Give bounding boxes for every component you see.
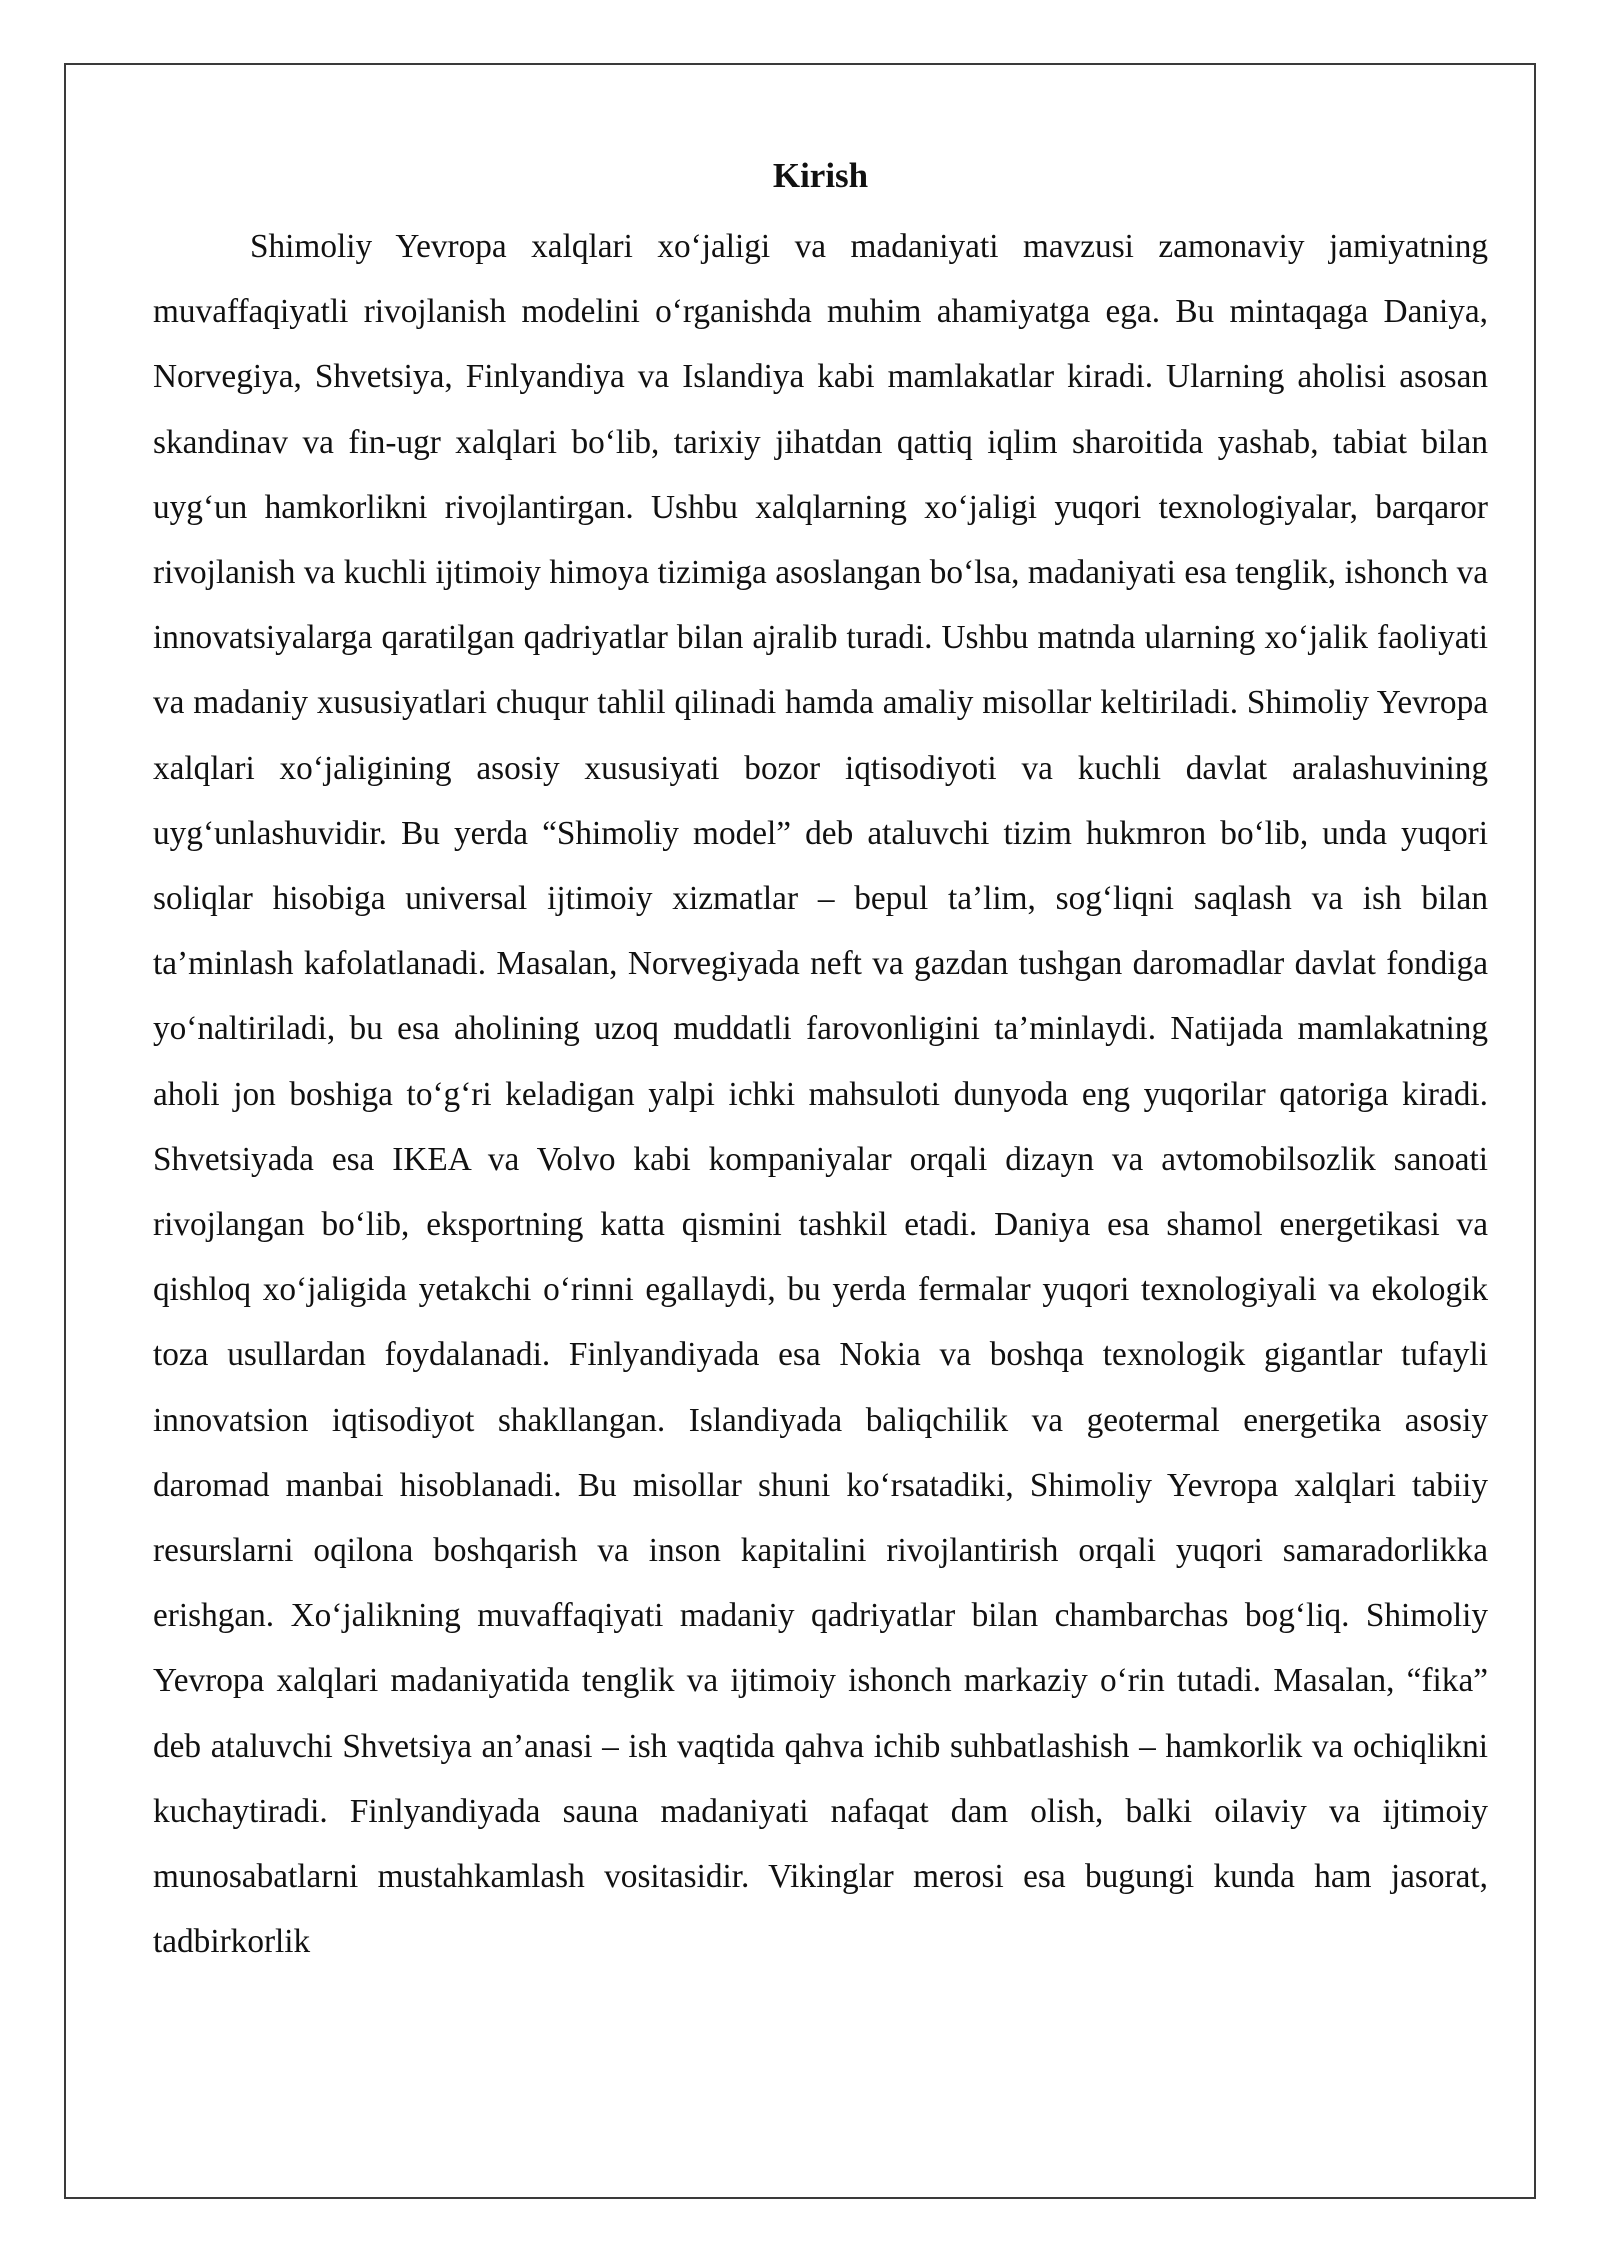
- body-paragraph: Shimoliy Yevropa xalqlari xo‘jaligi va madaniyati mavzusi zamonaviy jamiyatning muvaffaqiyatli rivojlanish modelini o‘rganishda muhim ahamiyatga ega. Bu mintaqaga Daniya, Norvegiya, Shvetsiya, Finlyandiya va Islandiya kabi mamlakatlar kiradi. Ularning aholisi asosan skandinav va fin-ugr xalqlari bo‘lib, tarixiy jihatdan qattiq iqlim sharoitida yashab, tabiat bilan uyg‘un hamkorlikni rivojlantirgan. Ushbu xalqlarning xo‘jaligi yuqori texnologiyalar, barqaror rivojlanish va kuchli ijtimoiy himoya tizimiga asoslangan bo‘lsa, madaniyati esa tenglik, ishonch va innovatsiyalarga qaratilgan qadriyatlar bilan ajralib turadi. Ushbu matnda ularning xo‘jalik faoliyati va madaniy xususiyatlari chuqur tahlil qilinadi hamda amaliy misollar keltiriladi. Shimoliy Yevropa xalqlari xo‘jaligining asosiy xususiyati bozor iqtisodiyoti va kuchli davlat aralashuvining uyg‘unlashuvidir. Bu yerda “Shimoliy model” deb ataluvchi tizim hukmron bo‘lib, unda yuqori soliqlar hisobiga universal ijtimoiy xizmatlar – bepul ta’lim, sog‘liqni saqlash va ish bilan ta’minlash kafolatlanadi. Masalan, Norvegiyada neft va gazdan tushgan daromadlar davlat fondiga yo‘naltiriladi, bu esa aholining uzoq muddatli farovonligini ta’minlaydi. Natijada mamlakatning aholi jon boshiga to‘g‘ri keladigan yalpi ichki mahsuloti dunyoda eng yuqorilar qatoriga kiradi. Shvetsiyada esa IKEA va Volvo kabi kompaniyalar orqali dizayn va avtomobilsozlik sanoati rivojlangan bo‘lib, eksportning katta qismini tashkil etadi. Daniya esa shamol energetikasi va qishloq xo‘jaligida yetakchi o‘rinni egallaydi, bu yerda fermalar yuqori texnologiyali va ekologik toza usullardan foydalanadi. Finlyandiyada esa Nokia va boshqa texnologik gigantlar tufayli innovatsion iqtisodiyot shakllangan. Islandiyada baliqchilik va geotermal energetika asosiy daromad manbai hisoblanadi. Bu misollar shuni ko‘rsatadiki, Shimoliy Yevropa xalqlari tabiiy resurslarni oqilona boshqarish va inson kapitalini rivojlantirish orqali yuqori samaradorlikka erishgan. Xo‘jalikning muvaffaqiyati madaniy qadriyatlar bilan chambarchas bog‘liq. Shimoliy Yevropa xalqlari madaniyatida tenglik va ijtimoiy ishonch markaziy o‘rin tutadi. Masalan, “fika” deb ataluvchi Shvetsiya an’anasi – ish vaqtida qahva ichib suhbatlashish – hamkorlik va ochiqlikni kuchaytiradi. Finlyandiyada sauna madaniyati nafaqat dam olish, balki oilaviy va ijtimoiy munosabatlarni mustahkamlash vositasidir. Vikinglar merosi esa bugungi kunda ham jasorat, tadbirkorlik: [153, 228, 1488, 1961]
- page-content: [153, 148, 1488, 1974]
- section-heading: Kirish: [772, 156, 869, 195]
